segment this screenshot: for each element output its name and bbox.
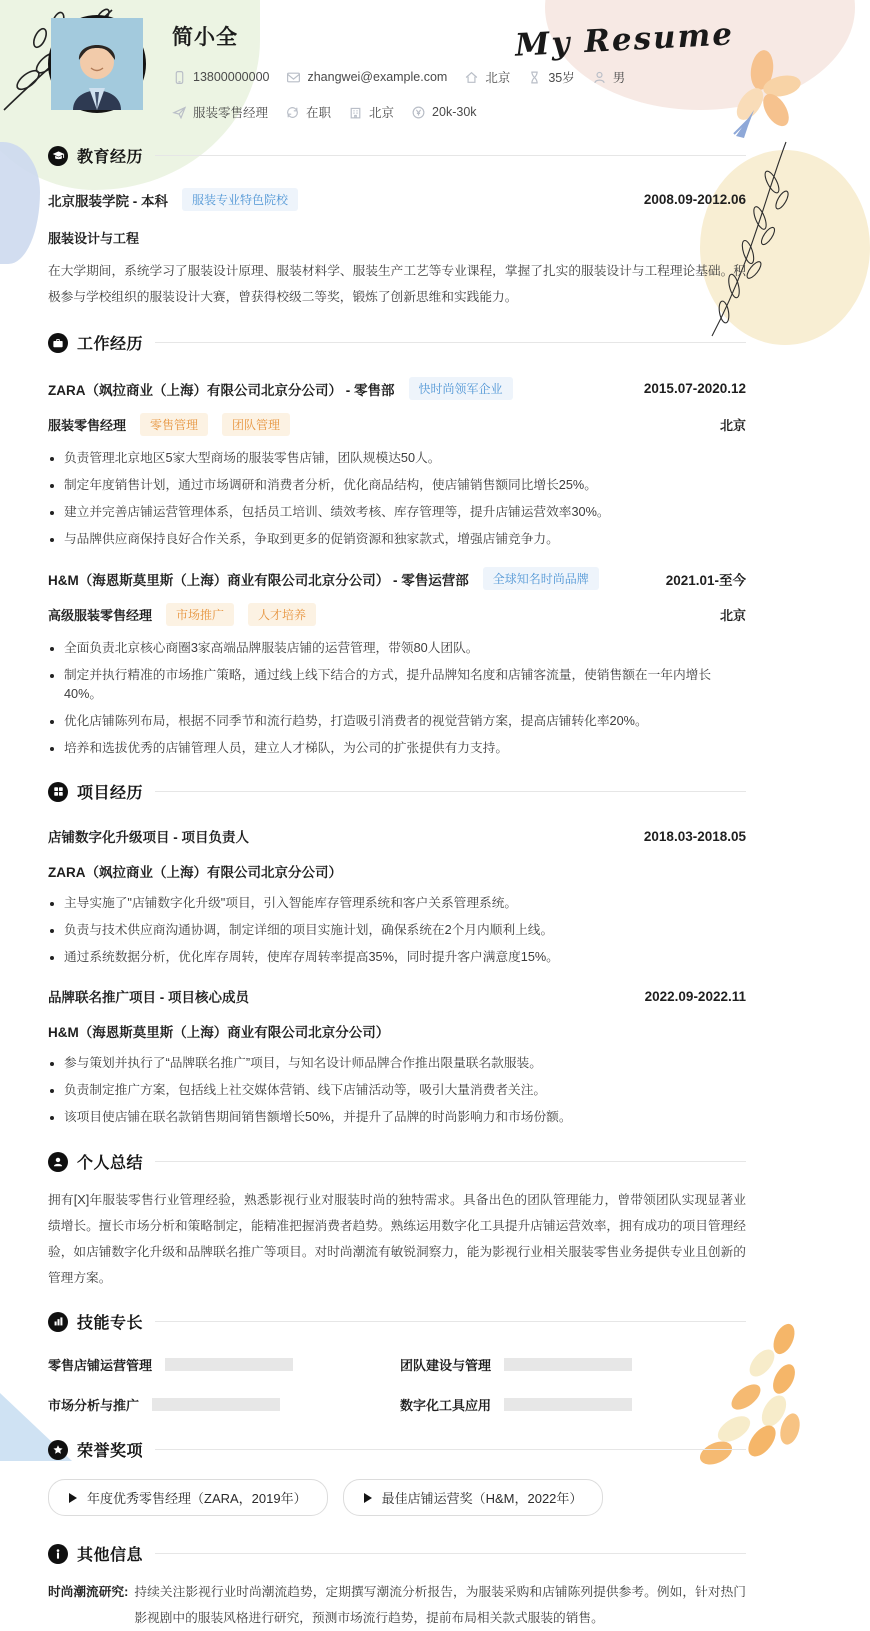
- bullet-item: 全面负责北京核心商圈3家高端品牌服装店铺的运营管理，带领80人团队。: [48, 639, 746, 658]
- avatar-photo: [51, 18, 143, 110]
- contact-row-1: [172, 68, 642, 86]
- project-name: 店铺数字化升级项目 - 项目负责人: [48, 830, 249, 845]
- location-value: 北京: [485, 71, 511, 85]
- other-info-row: [48, 1579, 746, 1631]
- bullet-dot: [50, 929, 54, 933]
- honor-pill[interactable]: [48, 1479, 328, 1516]
- project-date: 2018.03-2018.05: [643, 828, 746, 844]
- school-name: 北京服装学院 - 本科: [48, 193, 168, 209]
- honor-label: 最佳店铺运营奖（H&M，2022年）: [381, 1491, 583, 1506]
- education-description: 在大学期间，系统学习了服装设计原理、服装材料学、服装生产工艺等专业课程，掌握了扎实的服装设计与工程理论基础。积极参与学校组织的服装设计大赛，曾获得校级二等奖，锻炼了创新思维和实践能力。: [48, 264, 746, 304]
- city-icon: [348, 105, 363, 120]
- bullet-dot: [50, 1062, 54, 1066]
- section-divider: [155, 342, 746, 343]
- briefcase-icon: [48, 333, 68, 353]
- bullet-item: 主导实施了"店铺数字化升级"项目，引入智能库存管理系统和客户关系管理系统。: [48, 894, 746, 913]
- project-item-header: [48, 826, 746, 846]
- summary-text: 拥有[X]年服装零售行业管理经验，熟悉影视行业对服装时尚的独特需求。具备出色的团队管理能力，曾带领团队实现显著业绩增长。擅长市场分析和策略制定，能精准把握消费者趋势。熟练运用数字化工具提升店铺运营效率，拥有成功的项目管理经验，如店铺数字化升级和品牌联名推广等项目。对时尚潮流有敏锐洞察力，能为影视行业相关服装零售业务提供专业且创新的管理方案。: [48, 1193, 746, 1285]
- bullet-dot: [50, 720, 54, 724]
- section-header-other: [48, 1542, 746, 1565]
- city-value: 北京: [369, 106, 395, 120]
- location-item: [464, 68, 510, 86]
- bullet-item: 制定年度销售计划，通过市场调研和消费者分析，优化商品结构，使店铺销售额同比增长25%。: [48, 476, 746, 495]
- position-icon: [172, 105, 187, 120]
- play-icon: [364, 1493, 372, 1503]
- company-tag: 全球知名时尚品牌: [483, 567, 599, 590]
- mail-icon: [286, 70, 301, 85]
- job-item-header: [48, 567, 746, 590]
- project-bullets: [48, 1054, 746, 1127]
- grid-icon: [48, 782, 68, 802]
- contact-row-2: [172, 103, 642, 121]
- bullet-item: 与品牌供应商保持良好合作关系，争取到更多的促销资源和独家款式，增强店铺竞争力。: [48, 530, 746, 549]
- company-name: ZARA（飒拉商业（上海）有限公司北京分公司） - 零售部: [48, 382, 395, 398]
- bullet-dot: [50, 1116, 54, 1120]
- skill-label: 零售店铺运营管理: [48, 1358, 153, 1373]
- section-title-projects: 项目经历: [77, 785, 144, 802]
- section-header-honors: [48, 1438, 746, 1461]
- company-name: H&M（海恩斯莫里斯（上海）商业有限公司北京分公司） - 零售运营部: [48, 572, 469, 588]
- section-header-education: [48, 144, 746, 167]
- age-item: [527, 68, 574, 86]
- bullet-dot: [50, 747, 54, 751]
- bullet-dot: [50, 511, 54, 515]
- email-value: zhangwei@example.com: [307, 70, 448, 84]
- play-icon: [69, 1493, 77, 1503]
- home-icon: [464, 70, 479, 85]
- skill-bar: [504, 1398, 632, 1411]
- skill-label: 团队建设与管理: [400, 1358, 492, 1373]
- position-item: [172, 103, 268, 121]
- medal-icon: [48, 1440, 68, 1460]
- section-title-other: 其他信息: [77, 1547, 144, 1564]
- honor-pills: [48, 1479, 746, 1516]
- job-title: 高级服装零售经理: [48, 608, 153, 623]
- salary-value: 20k-30k: [432, 105, 477, 119]
- phone-icon: [172, 70, 187, 85]
- honor-label: 年度优秀零售经理（ZARA，2019年）: [87, 1491, 307, 1506]
- resume-header: [48, 0, 746, 121]
- status-item: [285, 103, 331, 121]
- bullet-dot: [50, 902, 54, 906]
- bullet-item: 优化店铺陈列布局，根据不同季节和流行趋势，打造吸引消费者的视觉营销方案，提高店铺转化率20%。: [48, 712, 746, 731]
- skill-label: 数字化工具应用: [400, 1398, 492, 1413]
- age-value: 35岁: [548, 71, 575, 85]
- job-position-row: [48, 413, 746, 436]
- skill-item: [48, 1395, 400, 1414]
- skills-icon: [48, 1312, 68, 1332]
- job-date: 2015.07-2020.12: [643, 381, 746, 396]
- position-tag: 人才培养: [248, 603, 316, 626]
- job-location: 北京: [719, 608, 746, 623]
- phone-item: [172, 70, 269, 85]
- job-bullets: [48, 639, 746, 758]
- other-info-text: 持续关注影视行业时尚潮流趋势，定期撰写潮流分析报告，为服装采购和店铺陈列提供参考。例如，针对热门影视剧中的服装风格进行研究，预测市场流行趋势，提前布局相关款式服装的销售。: [134, 1585, 746, 1625]
- bullet-item: 参与策划并执行了“品牌联名推广”项目，与知名设计师品牌合作推出限量联名款服装。: [48, 1054, 746, 1073]
- bullet-dot: [50, 956, 54, 960]
- bullet-dot: [50, 1089, 54, 1093]
- job-bullets: [48, 449, 746, 549]
- bullet-item: 通过系统数据分析，优化库存周转，使库存周转率提高35%，同时提升客户满意度15%。: [48, 948, 746, 967]
- position-tag: 零售管理: [140, 413, 208, 436]
- project-date: 2022.09-2022.11: [644, 988, 746, 1004]
- education-item-header: [48, 188, 746, 211]
- salary-icon: [411, 105, 426, 120]
- gender-value: 男: [612, 71, 626, 85]
- status-icon: [285, 105, 300, 120]
- section-title-summary: 个人总结: [77, 1155, 144, 1172]
- project-company: H&M（海恩斯莫里斯（上海）商业有限公司北京分公司）: [48, 1025, 390, 1040]
- bullet-dot: [50, 484, 54, 488]
- bullet-item: 负责与技术供应商沟通协调，制定详细的项目实施计划，确保系统在2个月内顺利上线。: [48, 921, 746, 940]
- project-name: 品牌联名推广项目 - 项目核心成员: [48, 990, 249, 1005]
- section-divider: [155, 1553, 746, 1554]
- job-item-header: [48, 377, 746, 400]
- section-divider: [155, 1161, 746, 1162]
- salary-item: [411, 105, 476, 120]
- education-date: 2008.09-2012.06: [643, 192, 746, 207]
- position-tag: 市场推广: [166, 603, 234, 626]
- gender-item: [592, 68, 626, 86]
- education-major: 服装设计与工程: [48, 231, 140, 246]
- city-item: [348, 103, 394, 121]
- section-header-summary: [48, 1150, 746, 1173]
- section-title-work: 工作经历: [77, 336, 144, 353]
- skills-grid: [48, 1355, 746, 1414]
- section-title-education: 教育经历: [77, 149, 144, 166]
- skill-bar: [165, 1358, 293, 1371]
- skill-item: [400, 1395, 746, 1414]
- section-divider: [155, 1449, 746, 1450]
- section-title-honors: 荣誉奖项: [77, 1443, 144, 1460]
- honor-pill[interactable]: [343, 1479, 604, 1516]
- job-title: 服装零售经理: [48, 418, 127, 433]
- bullet-item: 建立并完善店铺运营管理体系，包括员工培训、绩效考核、库存管理等，提升店铺运营效率30%。: [48, 503, 746, 522]
- graduation-cap-icon: [48, 146, 68, 166]
- bullet-dot: [50, 538, 54, 542]
- bullet-dot: [50, 457, 54, 461]
- section-title-skills: 技能专长: [77, 1315, 144, 1332]
- age-icon: [527, 70, 542, 85]
- skill-item: [48, 1355, 400, 1374]
- info-icon: [48, 1544, 68, 1564]
- section-divider: [155, 1321, 746, 1322]
- skill-bar: [504, 1358, 632, 1371]
- school-tag: 服装专业特色院校: [182, 188, 298, 211]
- user-icon: [48, 1152, 68, 1172]
- bullet-item: 该项目使店铺在联名款销售期间销售额增长50%，并提升了品牌的时尚影响力和市场份额。: [48, 1108, 746, 1127]
- bullet-item: 培养和选拔优秀的店铺管理人员，建立人才梯队，为公司的扩张提供有力支持。: [48, 739, 746, 758]
- project-item-header: [48, 986, 746, 1006]
- section-divider: [155, 791, 746, 792]
- skill-item: [400, 1355, 746, 1374]
- company-tag: 快时尚领军企业: [409, 377, 513, 400]
- bullet-item: 负责制定推广方案，包括线上社交媒体营销、线下店铺活动等，吸引大量消费者关注。: [48, 1081, 746, 1100]
- bullet-item: 负责管理北京地区5家大型商场的服装零售店铺，团队规模达50人。: [48, 449, 746, 468]
- position-value: 服装零售经理: [193, 106, 269, 120]
- candidate-name: 简小全: [172, 26, 238, 49]
- bullet-dot: [50, 647, 54, 651]
- gender-icon: [592, 70, 607, 85]
- job-date: 2021.01-至今: [665, 572, 746, 588]
- other-info-label: 时尚潮流研究:: [48, 1585, 129, 1599]
- project-company: ZARA（飒拉商业（上海）有限公司北京分公司）: [48, 865, 342, 880]
- avatar: [48, 15, 146, 113]
- section-header-work: [48, 331, 746, 354]
- project-bullets: [48, 894, 746, 967]
- job-position-row: [48, 603, 746, 626]
- phone-value: 13800000000: [193, 70, 270, 84]
- skill-label: 市场分析与推广: [48, 1398, 140, 1413]
- script-title: My Resume: [514, 16, 735, 64]
- section-header-skills: [48, 1310, 746, 1333]
- bullet-item: 制定并执行精准的市场推广策略，通过线上线下结合的方式，提升品牌知名度和店铺客流量，使销售额在一年内增长40%。: [48, 666, 746, 704]
- bullet-dot: [50, 674, 54, 678]
- status-value: 在职: [306, 106, 332, 120]
- section-divider: [155, 155, 746, 156]
- skill-bar: [152, 1398, 280, 1411]
- email-item: [286, 70, 447, 85]
- position-tag: 团队管理: [222, 413, 290, 436]
- job-location: 北京: [719, 418, 746, 433]
- section-header-projects: [48, 780, 746, 803]
